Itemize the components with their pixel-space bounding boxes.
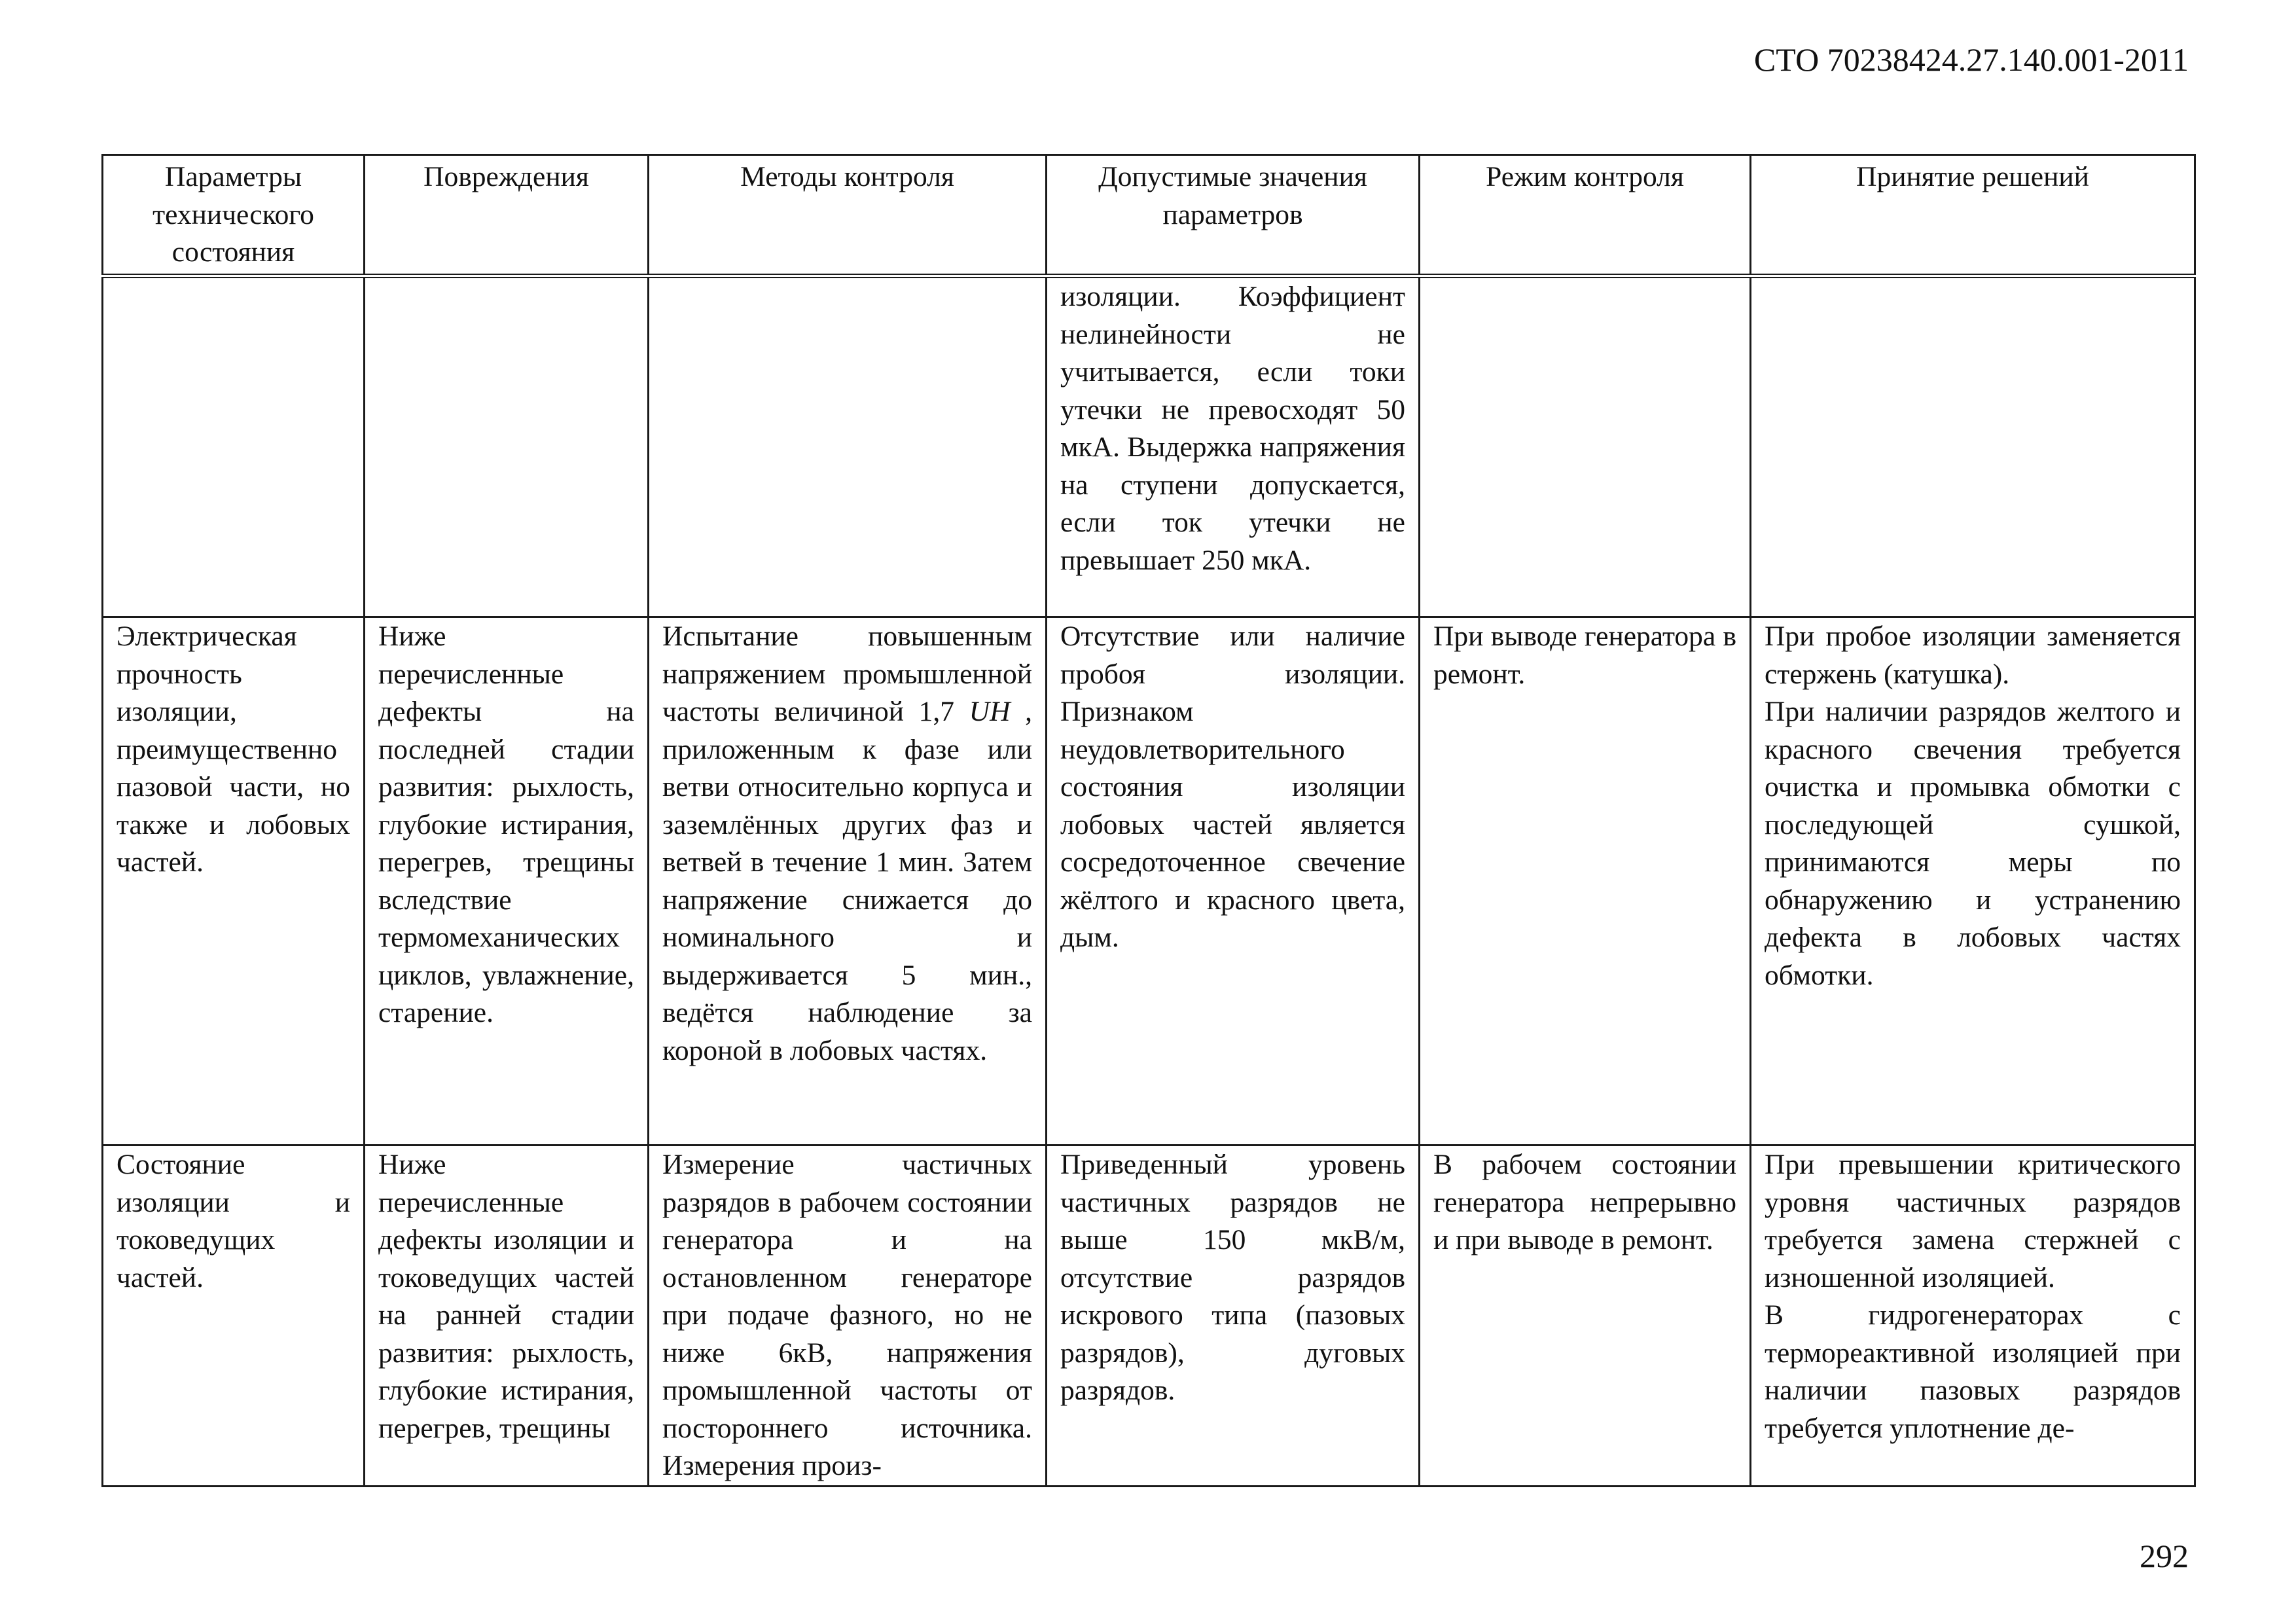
cell-parameter: Электрическая прочность изоляции, преимущественно пазовой части, но также и лобовых частей. [103,617,365,1146]
column-header-control-mode: Режим контроля [1420,155,1751,276]
column-header-allowed-values: Допустимые значения параметров [1047,155,1420,276]
cell-mode [1420,276,1751,617]
cell-allowed: Приведенный уровень частичных разрядов не выше 150 мкВ/м, отсутствие разрядов искрового типа (пазовых разрядов), дуговых разрядов. [1047,1146,1420,1487]
table-row [103,276,2195,617]
cell-parameter [103,276,365,617]
cell-decision: При пробое изоляции заменяется стержень (катушка). При наличии разрядов желтого и красного свечения требуется очистка и промывка обмотки с последующей сушкой, принимаются меры по обнаружению и устранению дефекта в лобовых частях обмотки. [1751,617,2195,1146]
table-row [103,1146,2195,1487]
cell-method [649,276,1047,617]
cell-damage: Ниже перечисленные дефекты изоляции и токоведущих частей на ранней стадии развития: рыхлость, глубокие истирания, перегрев, трещины [365,1146,649,1487]
cell-method: Измерение частичных разрядов в рабочем состоянии генератора и на остановленном генераторе при подаче фазного, но не ниже 6кВ, напряжения промышленной частоты от постороннего источника. Измерения произ- [649,1146,1047,1487]
cell-parameter: Состояние изоляции и токоведущих частей. [103,1146,365,1487]
cell-damage: Ниже перечисленные дефекты на последней стадии развития: рыхлость, глубокие истирания, перегрев, трещины вследствие термомеханических циклов, увлажнение, старение. [365,617,649,1146]
cell-mode: При выводе генератора в ремонт. [1420,617,1751,1146]
cell-method [649,617,1047,1146]
inspection-table [101,154,2196,1487]
column-header-parameters: Параметры технического состояния [103,155,365,276]
page-number: 292 [2140,1538,2189,1574]
column-header-methods: Методы контроля [649,155,1047,276]
method-text-part2: , приложенным к фазе или ветви относительно корпуса и заземлённых других фаз и ветвей в течение 1 мин. Затем напряжение снижается до номинального и выдерживается 5 мин., ведётся наблюдение за короной в лобовых частях. [662,696,1033,1066]
rated-voltage-symbol: UН [969,696,1011,727]
column-header-decisions: Принятие решений [1751,155,2195,276]
cell-damage [365,276,649,617]
cell-allowed: изоляции. Коэффициент нелинейности не учитывается, если токи утечки не превосходят 50 мкА. Выдержка напряжения на ступени допускается, если ток утечки не превышает 250 мкА. [1047,276,1420,617]
table-header-row [103,155,2195,276]
cell-mode: В рабочем состоянии генератора непрерывно и при выводе в ремонт. [1420,1146,1751,1487]
cell-allowed: Отсутствие или наличие пробоя изоляции. Признаком неудовлетворительного состояния изоляции лобовых частей является сосредоточенное свечение жёлтого и красного цвета, дым. [1047,617,1420,1146]
document-code: СТО 70238424.27.140.001-2011 [1753,41,2189,78]
cell-decision [1751,276,2195,617]
cell-decision: При превышении критического уровня частичных разрядов требуется замена стержней с изношенной изоляцией. В гидрогенераторах с термореактивной изоляцией при наличии пазовых разрядов требуется уплотнение де- [1751,1146,2195,1487]
table-row [103,617,2195,1146]
column-header-damage: Повреждения [365,155,649,276]
method-text-part1: Испытание повышенным напряжением промышленной частоты величиной 1,7 [662,621,1032,727]
